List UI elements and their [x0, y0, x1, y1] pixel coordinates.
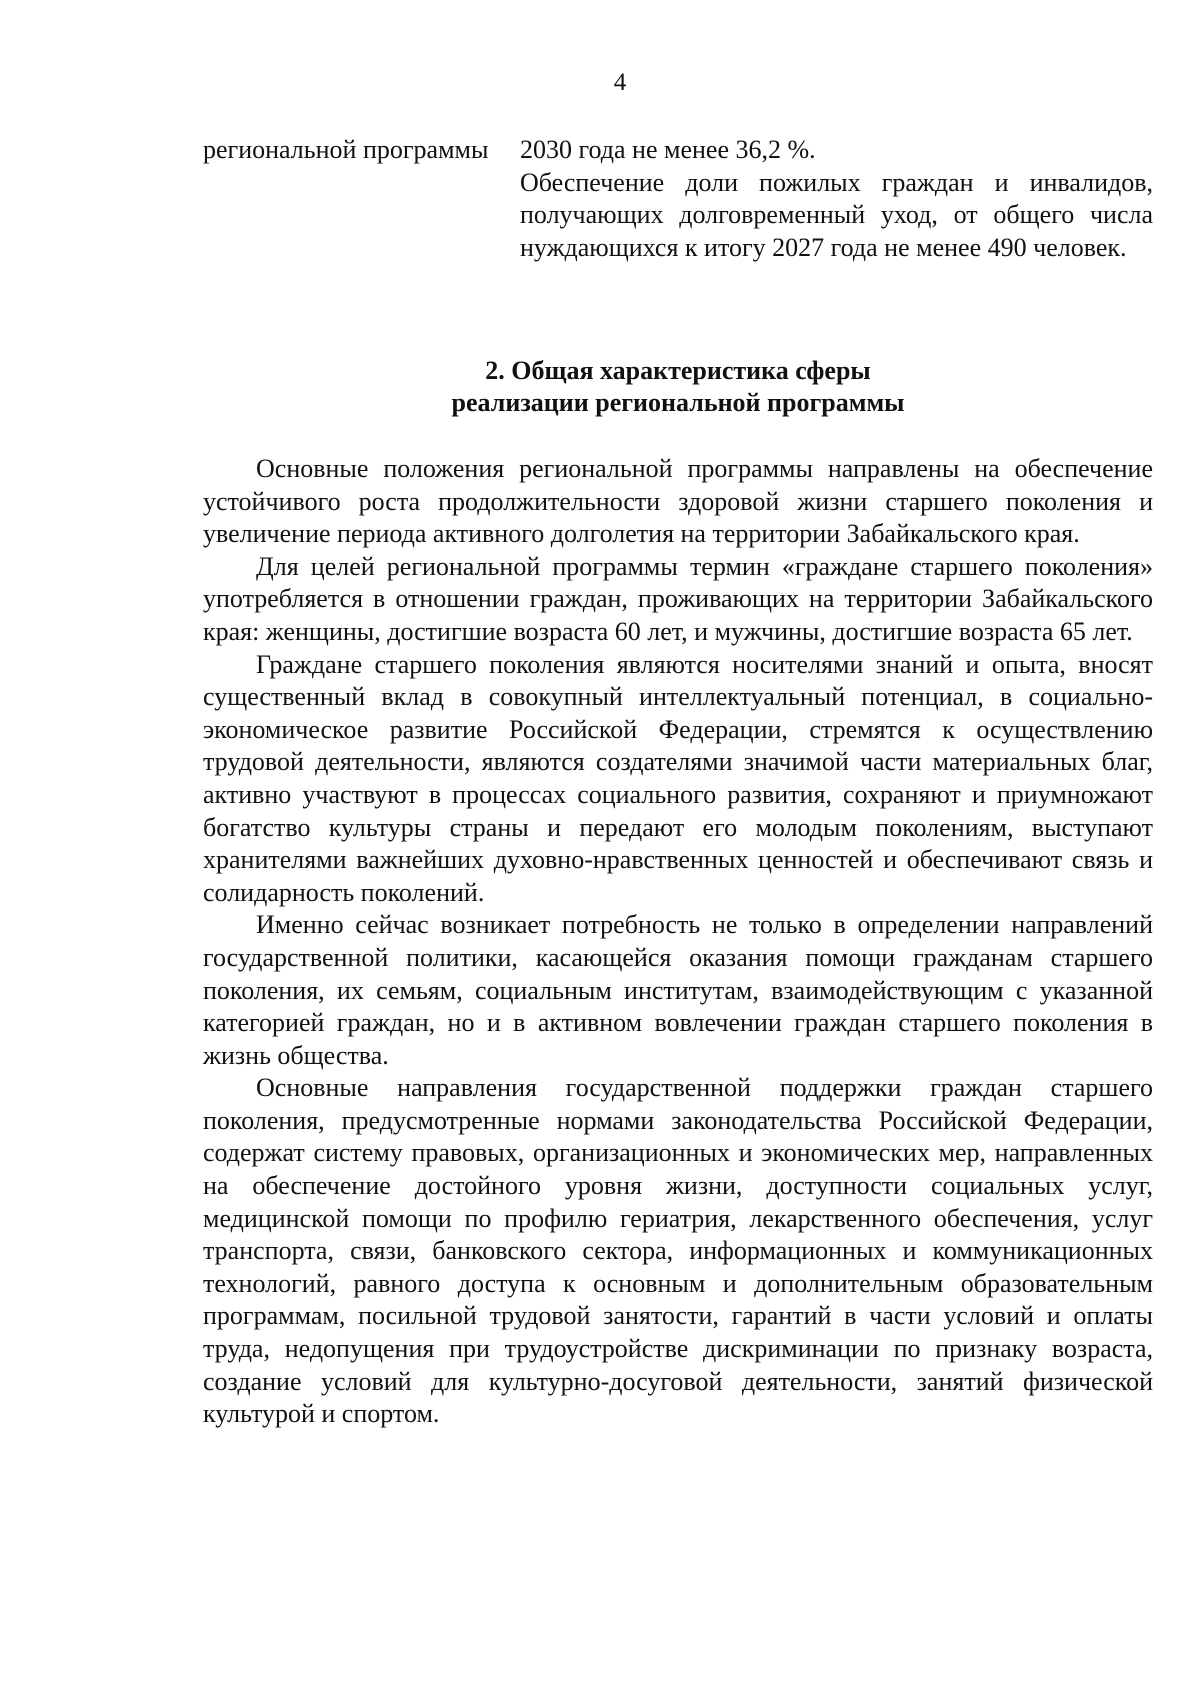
paragraph: Основные направления государственной поддержки граждан старшего поколения, предусмотренные нормами законодательства Российской Федерации, содержат систему правовых, организационных и экономических мер, направленных на обеспечение достойного уровня жизни, доступности социальных услуг, медицинской помощи по профилю гериатрия, лекарственного обеспечения, услуг транспорта, связи, банковского сектора, информационных и коммуникационных технологий, равного доступа к основным и дополнительным образовательным программам, посильной трудовой занятости, гарантий в части условий и оплаты труда, недопущения при трудоустройстве дискриминации по признаку возраста, создание условий для культурно-досуговой деятельности, занятий физической культурой и спортом.	[203, 1073, 1153, 1429]
section-body	[203, 453, 1153, 1431]
paragraph: Именно сейчас возникает потребность не только в определении направлений государственной политики, касающейся оказания помощи гражданам старшего поколения, их семьям, социальным институтам, взаимодействующим с указанной категорией граждан, но и в активном вовлечении граждан старшего поколения в жизнь общества.	[203, 910, 1153, 1070]
passport-table-fragment	[203, 134, 1153, 264]
paragraph: Граждане старшего поколения являются носителями знаний и опыта, вносят существенный вклад в совокупный интеллектуальный потенциал, в социально-экономическое развитие Российской Федерации, стремятся к осуществлению трудовой деятельности, являются создателями значимой части материальных благ, активно участвуют в процессах социального развития, сохраняют и приумножают богатство культуры страны и передают его молодым поколениям, выступают хранителями важнейших духовно-нравственных ценностей и обеспечивают связь и солидарность поколений.	[203, 649, 1153, 907]
passport-value-line: 2030 года не менее 36,2 %.	[520, 135, 816, 164]
section-heading	[203, 355, 1153, 419]
page-number: 4	[613, 69, 627, 96]
paragraph: Для целей региональной программы термин «граждане старшего поколения» употребляется в отношении граждан, проживающих на территории Забайкальского края: женщины, достигшие возраста 60 лет, и мужчины, достигшие возраста 65 лет.	[203, 551, 1153, 646]
section-heading-line: реализации региональной программы	[451, 388, 905, 417]
passport-row-label: региональной программы	[203, 135, 489, 164]
passport-row-value	[520, 134, 1153, 264]
passport-value-line: Обеспечение доли пожилых граждан и инвалидов, получающих долговременный уход, от общего числа нуждающихся к итогу 2027 года не менее 490 человек.	[520, 167, 1153, 262]
section-heading-line: 2. Общая характеристика сферы	[485, 356, 871, 385]
paragraph: Основные положения региональной программы направлены на обеспечение устойчивого роста продолжительности здоровой жизни старшего поколения и увеличение периода активного долголетия на территории Забайкальского края.	[203, 454, 1153, 549]
passport-table-row	[203, 134, 1153, 264]
